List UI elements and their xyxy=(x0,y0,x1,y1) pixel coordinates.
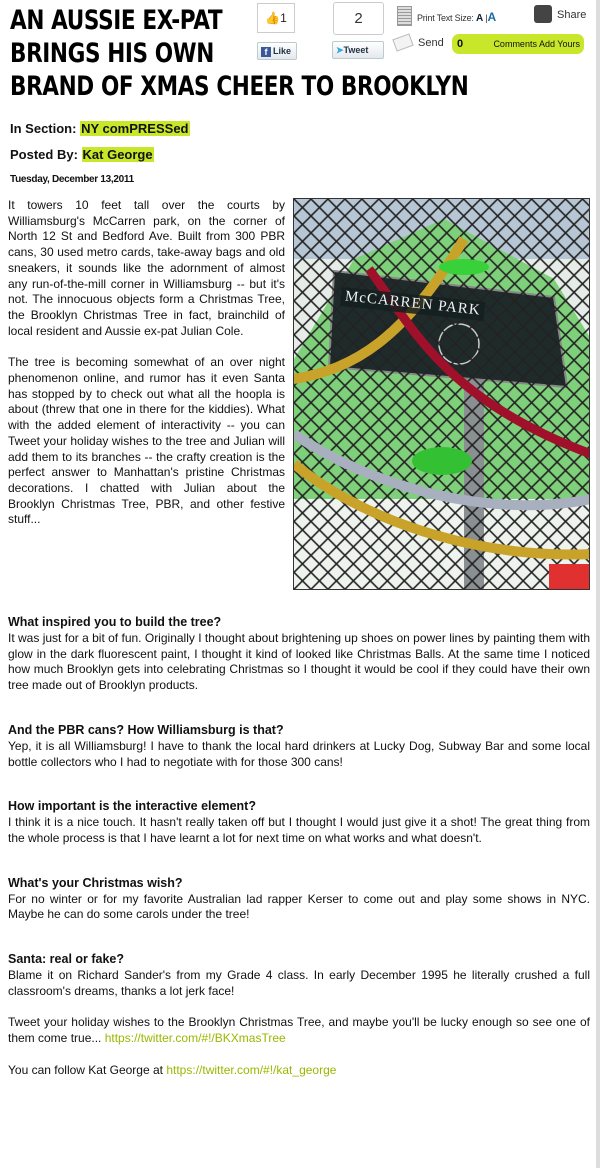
section-link[interactable]: NY comPRESSed xyxy=(81,121,189,136)
park-sign-text: McCARREN PARK xyxy=(340,287,485,321)
question: And the PBR cans? How Williamsburg is that? xyxy=(8,722,284,737)
tweet-button[interactable]: ➤Tweet xyxy=(332,41,384,59)
print-text-size: Print Text Size: A |A xyxy=(417,10,496,24)
share-button[interactable]: Share xyxy=(557,9,587,21)
tweet-count: 2 xyxy=(354,10,363,27)
posted-by-line: Posted By: Kat George xyxy=(10,147,153,162)
section-line: In Section: NY comPRESSed xyxy=(10,121,189,136)
author-link[interactable]: Kat George xyxy=(82,147,153,162)
facebook-icon: f xyxy=(261,47,271,57)
title-line: BRINGS HIS OWN xyxy=(10,38,214,69)
intro-paragraph-2: The tree is becoming somewhat of an over night phenomenon online, and rumor has it even Santa has stopped by to check out what all the hoopla is about (threw that one in there for the kiddies). What with the added element of interactivity -- you can Tweet your holiday wishes to the tree and Julian will add them to its branches -- the crafty creation is the perfect answer to Manhattan's pristine Christmas decorations. I chatted with Julian about the Brooklyn Christmas Tree, PBR, and other festive stuff... xyxy=(8,355,285,527)
text-size-small-button[interactable]: A xyxy=(475,13,484,24)
answer: I think it is a nice touch. It hasn't really taken off but I thought I would just give it a shot! The great thing from the whole process is that I have learnt a lot for next time on what works and what doesn't. xyxy=(8,815,590,845)
answer: For no winter or for my favorite Australian lad rapper Kerser to come out and play some shows in NYC. Maybe he can do some carols under the tree! xyxy=(8,891,590,922)
kat-george-twitter-link[interactable]: https://twitter.com/#!/kat_george xyxy=(166,1062,337,1077)
tweet-paragraph: Tweet your holiday wishes to the Brooklyn Christmas Tree, and maybe you'll be lucky enough so see one of them come true... https://twitter.com/#!/BKXmasTree xyxy=(8,1015,590,1046)
follow-paragraph: You can follow Kat George at https://twitter.com/#!/kat_george xyxy=(8,1062,337,1077)
question: What inspired you to build the tree? xyxy=(8,615,222,629)
thumbs-up-icon: 👍 xyxy=(265,11,281,25)
tweet-count-bubble xyxy=(333,2,384,35)
answer: It was just for a bit of fun. Originally I thought about brightening up shoes on power lines by painting them with glow in the dark fluorescent paint, I thought it kind of looked like Christmas Balls. At the same time I noticed how much Brooklyn gets into celebrating Christmas so I thought it would be cool if they could have their own tree made out of Brooklyn products. xyxy=(8,631,590,693)
facebook-like-button[interactable]: f Like xyxy=(257,42,297,60)
like-count: 1 xyxy=(280,11,287,25)
question: Santa: real or fake? xyxy=(8,952,125,967)
question: How important is the interactive element? xyxy=(8,799,256,814)
intro-paragraph: It towers 10 feet tall over the courts by Williamsburg's McCarren park, on the corner of North 12 St and Bedford Ave. Built from 300 PBR cans, 30 used metro cards, take-away bags and old sneakers, it sounds like the adornment of almost any run-of-the-mill corner in Williamsburg -- but it's not. The innocuous objects form a Christmas Tree, the Brooklyn Christmas Tree in fact, brainchild of local resident and Aussie ex-pat Julian Cole. xyxy=(8,198,285,338)
article-body xyxy=(8,198,590,1079)
comments-button[interactable]: 0 Comments Add Yours xyxy=(452,34,584,54)
answer: Yep, it is all Williamsburg! I have to thank the local hard drinkers at Lucky Dog, Subway Bar and some local bottle collectors who I had to negotiate with for those 300 cans! xyxy=(8,738,590,769)
title-line: BRAND OF XMAS CHEER TO BROOKLYN xyxy=(10,71,469,102)
question: What's your Christmas wish? xyxy=(8,875,183,890)
share-icon[interactable] xyxy=(534,5,552,23)
article-photo xyxy=(293,198,590,590)
print-icon[interactable] xyxy=(397,6,412,26)
send-button[interactable]: Send xyxy=(418,37,444,49)
twitter-bird-icon: ➤ xyxy=(336,45,344,55)
bkxmastree-twitter-link[interactable]: https://twitter.com/#!/BKXmasTree xyxy=(104,1031,286,1046)
text-size-large-button[interactable]: A xyxy=(487,10,496,24)
print-link[interactable]: Print xyxy=(417,13,435,23)
title-line: AN AUSSIE EX-PAT xyxy=(10,5,223,36)
post-date: Tuesday, December 13,2011 xyxy=(10,174,134,185)
answer: Blame it on Richard Sander's from my Grade 4 class. In early December 1995 he literally crushed a full classroom's dreams, thanks a lot jerk face! xyxy=(8,968,590,998)
like-count-bubble xyxy=(257,3,295,33)
comments-count: 0 xyxy=(457,38,464,50)
